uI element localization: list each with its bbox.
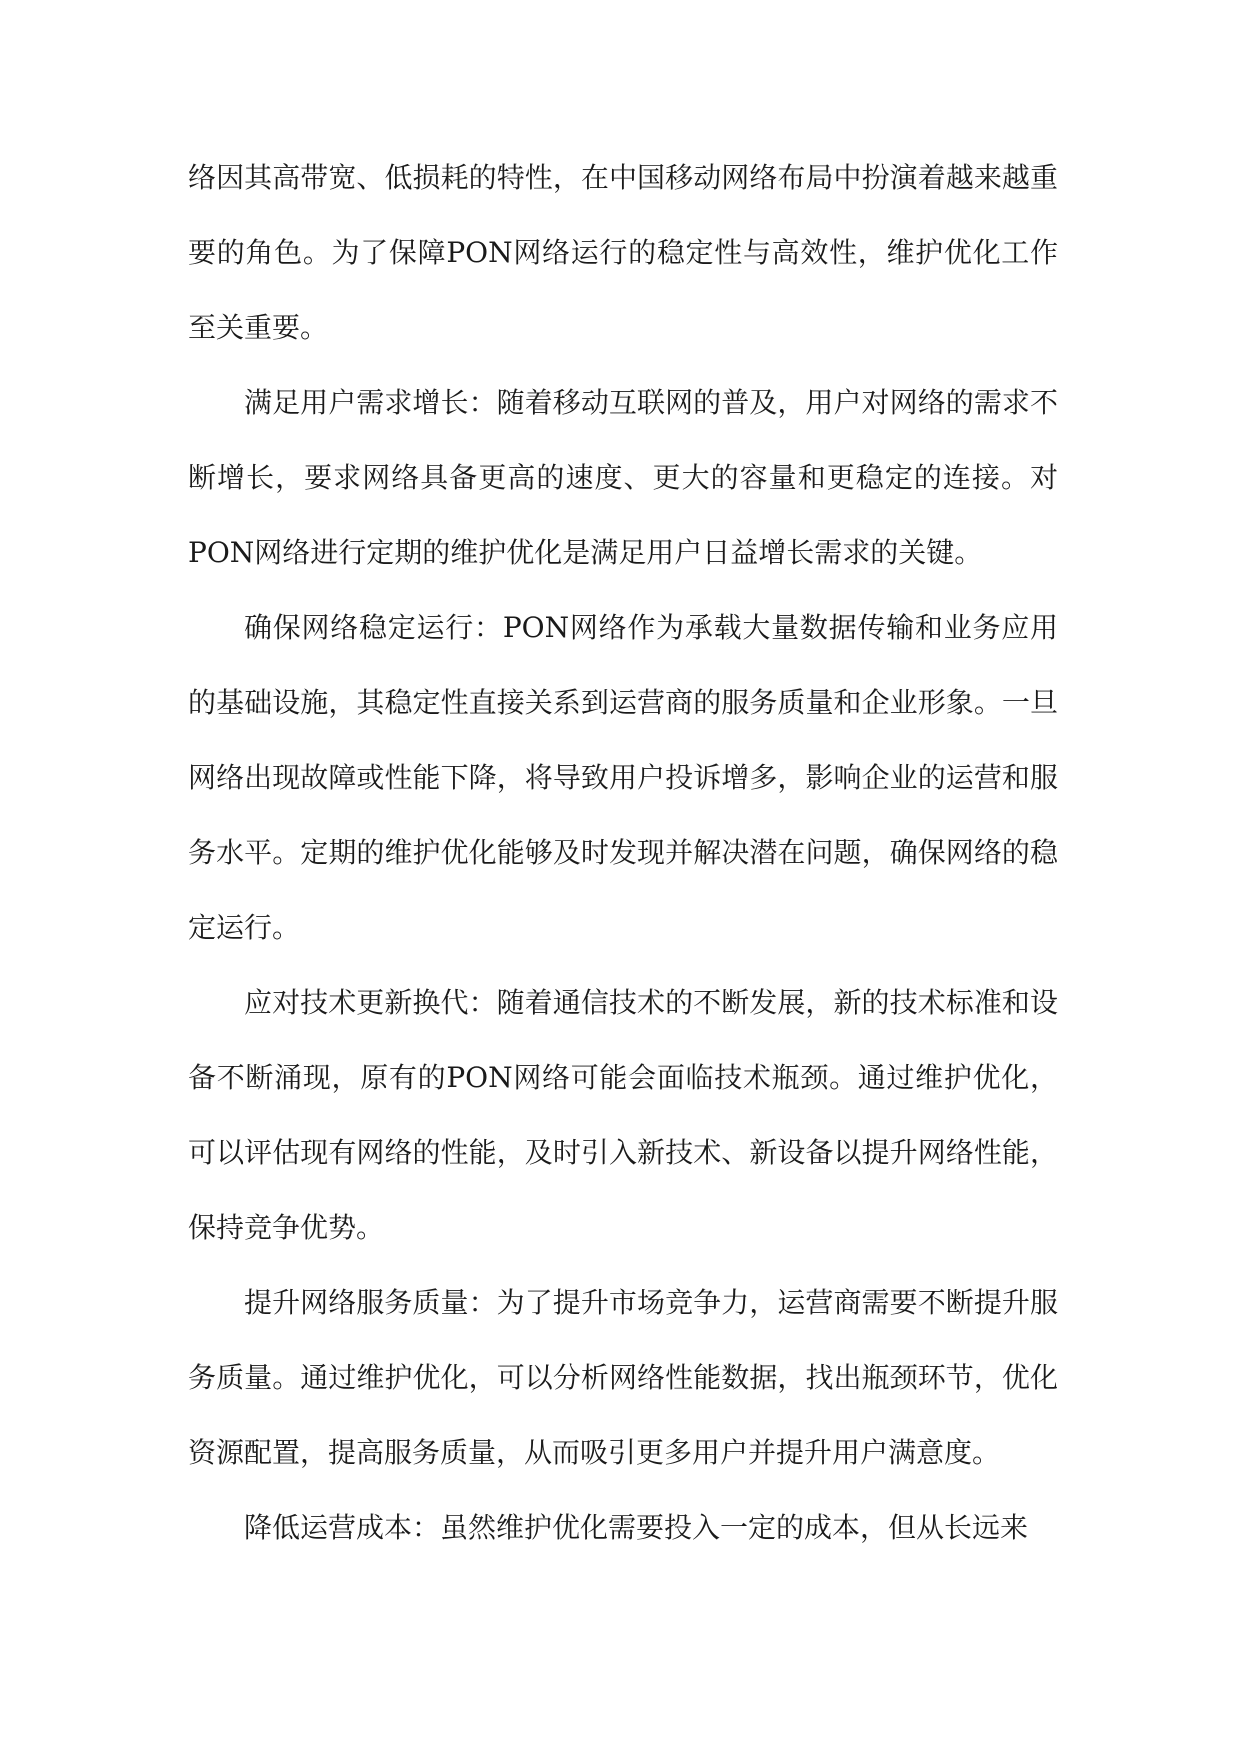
paragraph-continuation: 络因其高带宽、低损耗的特性，在中国移动网络布局中扮演着越来越重要的角色。为了保障PON网络运行的稳定性与高效性，维护优化工作至关重要。 xyxy=(188,161,1058,344)
paragraph-cost-reduction: 降低运营成本：虽然维护优化需要投入一定的成本，但从长远来 xyxy=(244,1511,1029,1544)
paragraph-network-stability: 确保网络稳定运行：PON网络作为承载大量数据传输和业务应用的基础设施，其稳定性直接关系到运营商的服务质量和企业形象。一旦网络出现故障或性能下降，将导致用户投诉增多，影响企业的运营和服务水平。定期的维护优化能够及时发现并解决潜在问题，确保网络的稳定运行。 xyxy=(188,611,1058,944)
paragraph-user-demand: 满足用户需求增长：随着移动互联网的普及，用户对网络的需求不断增长，要求网络具备更高的速度、更大的容量和更稳定的连接。对PON网络进行定期的维护优化是满足用户日益增长需求的关键。 xyxy=(188,386,1058,569)
paragraph-service-quality: 提升网络服务质量：为了提升市场竞争力，运营商需要不断提升服务质量。通过维护优化，可以分析网络性能数据，找出瓶颈环节，优化资源配置，提高服务质量，从而吸引更多用户并提升用户满意度。 xyxy=(188,1286,1058,1469)
document-body xyxy=(188,140,1058,1565)
paragraph-tech-update: 应对技术更新换代：随着通信技术的不断发展，新的技术标准和设备不断涌现，原有的PON网络可能会面临技术瓶颈。通过维护优化，可以评估现有网络的性能，及时引入新技术、新设备以提升网络性能，保持竞争优势。 xyxy=(188,986,1058,1244)
